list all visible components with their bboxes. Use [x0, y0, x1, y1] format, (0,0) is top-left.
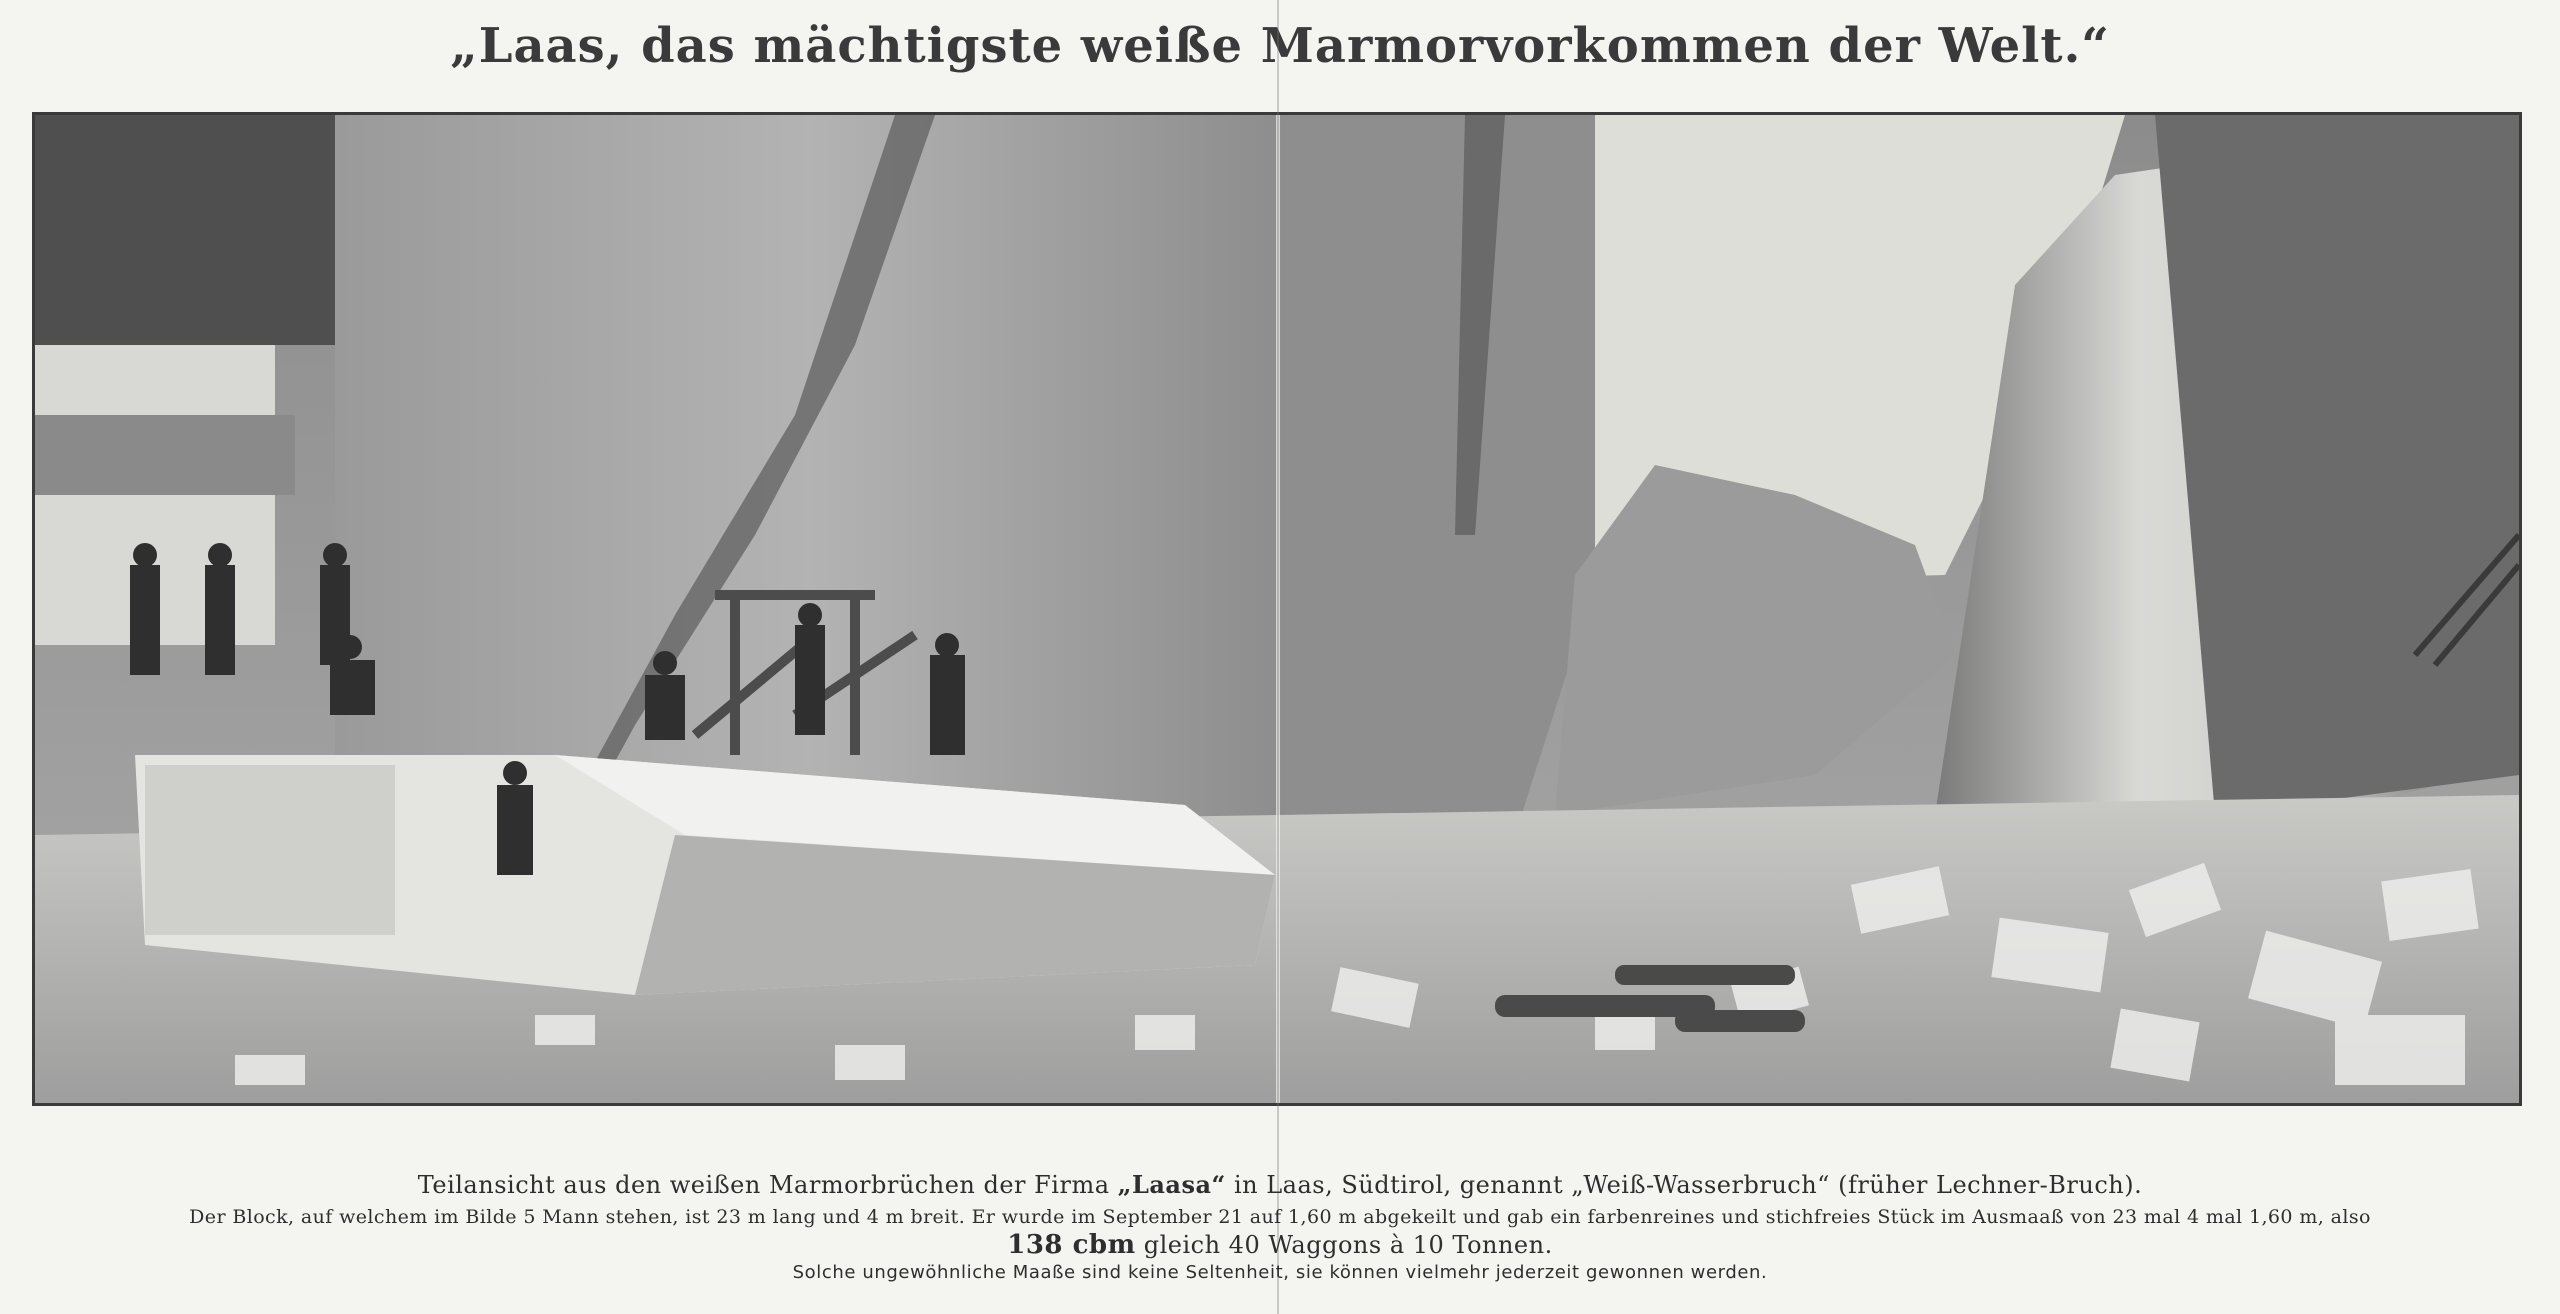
caption-line-2: Der Block, auf welchem im Bilde 5 Mann stehen, ist 23 m lang und 4 m breit. Er wurde im September 21 auf 1,60 m abgekeilt und gab ein farbenreines und stichfreies Stück im Ausmaaß von 23 mal 4 mal 1,60 m, also — [189, 1206, 2371, 1228]
caption-line-1-b: in Laas, Südtirol, genannt „Weiß-Wasserbruch“ (früher Lechner-Bruch). — [1225, 1171, 2143, 1199]
page-fold — [1277, 0, 1279, 1314]
page-title: „Laas, das mächtigste weiße Marmorvorkommen der Welt.“ — [450, 18, 2110, 74]
caption-volume: 138 cbm — [1007, 1230, 1136, 1260]
caption-firm-name: „Laasa“ — [1117, 1170, 1226, 1199]
caption-line-1-a: Teilansicht aus den weißen Marmorbrüchen der Firma — [417, 1171, 1118, 1199]
caption-line-3-rest: gleich 40 Waggons à 10 Tonnen. — [1135, 1231, 1553, 1259]
caption-line-1 — [0, 1170, 2560, 1199]
caption-line-3 — [0, 1230, 2560, 1260]
caption-line-4: Solche ungewöhnliche Maaße sind keine Seltenheit, sie können vielmehr jederzeit gewonnen werden. — [792, 1262, 1768, 1283]
